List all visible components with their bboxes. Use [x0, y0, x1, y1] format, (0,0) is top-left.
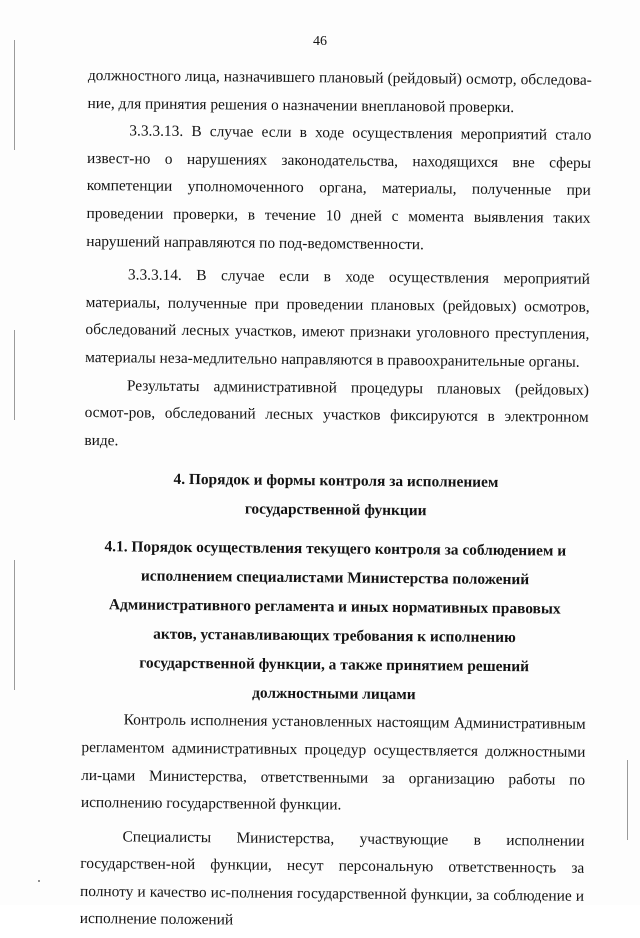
page-number: 46 — [313, 34, 327, 49]
section-heading: 4. Порядок и формы контроля за исполнением государственной функции — [173, 471, 499, 520]
scan-margin-line — [14, 560, 15, 690]
body-paragraph: 3.3.3.14. В случае если в ходе осуществления мероприятий материалы, полученные при проведении плановых (рейдовых) осмотров, обследований лесных участков, имеют признаки уголовного преступления, материалы неза-медлительно направляются в правоохранительные органы. — [85, 266, 591, 371]
scan-margin-line — [14, 40, 15, 150]
scan-margin-line — [627, 760, 628, 840]
subsection-heading: 4.1. Порядок осуществления текущего контроля за соблюдением и исполнением специалистами Министерства положений Административного регламента и иных нормативных правовых актов, устанавливающих требования к исполнению государственной функции, а также принятием решений должностными лицами — [104, 538, 567, 704]
body-paragraph: Контроль исполнения установленных настоящим Административным регламентом административных процедур осуществляется должностными ли-цами Министерства, ответственными за организацию работы по исполнению государственной функции. — [80, 711, 586, 814]
body-paragraph: Специалисты Министерства, участвующие в исполнении государствен-ной функции, несут персональную ответственность за полноту и качество ис-полнения государственной функции, за соблюдение и исполнение положений — [79, 828, 585, 929]
body-paragraph: Результаты административной процедуры плановых (рейдовых) осмот-ров, обследований лесных участков фиксируются в электронном виде. — [84, 376, 589, 450]
scan-speck — [38, 880, 40, 882]
document-body — [80, 62, 592, 938]
body-paragraph: должностного лица, назначившего плановый (рейдовый) осмотр, обследова-ние, для принятия решения о назначении внеплановой проверки. — [87, 66, 592, 116]
body-paragraph: 3.3.3.13. В случае если в ходе осуществления мероприятий стало извест-но о нарушениях законодательства, находящихся вне сферы компетенции уполномоченного органа, материалы, полученные при проведении проверки, в течение 10 дней с момента выявления таких нарушений направляются по под-ведомственности. — [86, 122, 592, 253]
scan-margin-line — [14, 330, 15, 420]
